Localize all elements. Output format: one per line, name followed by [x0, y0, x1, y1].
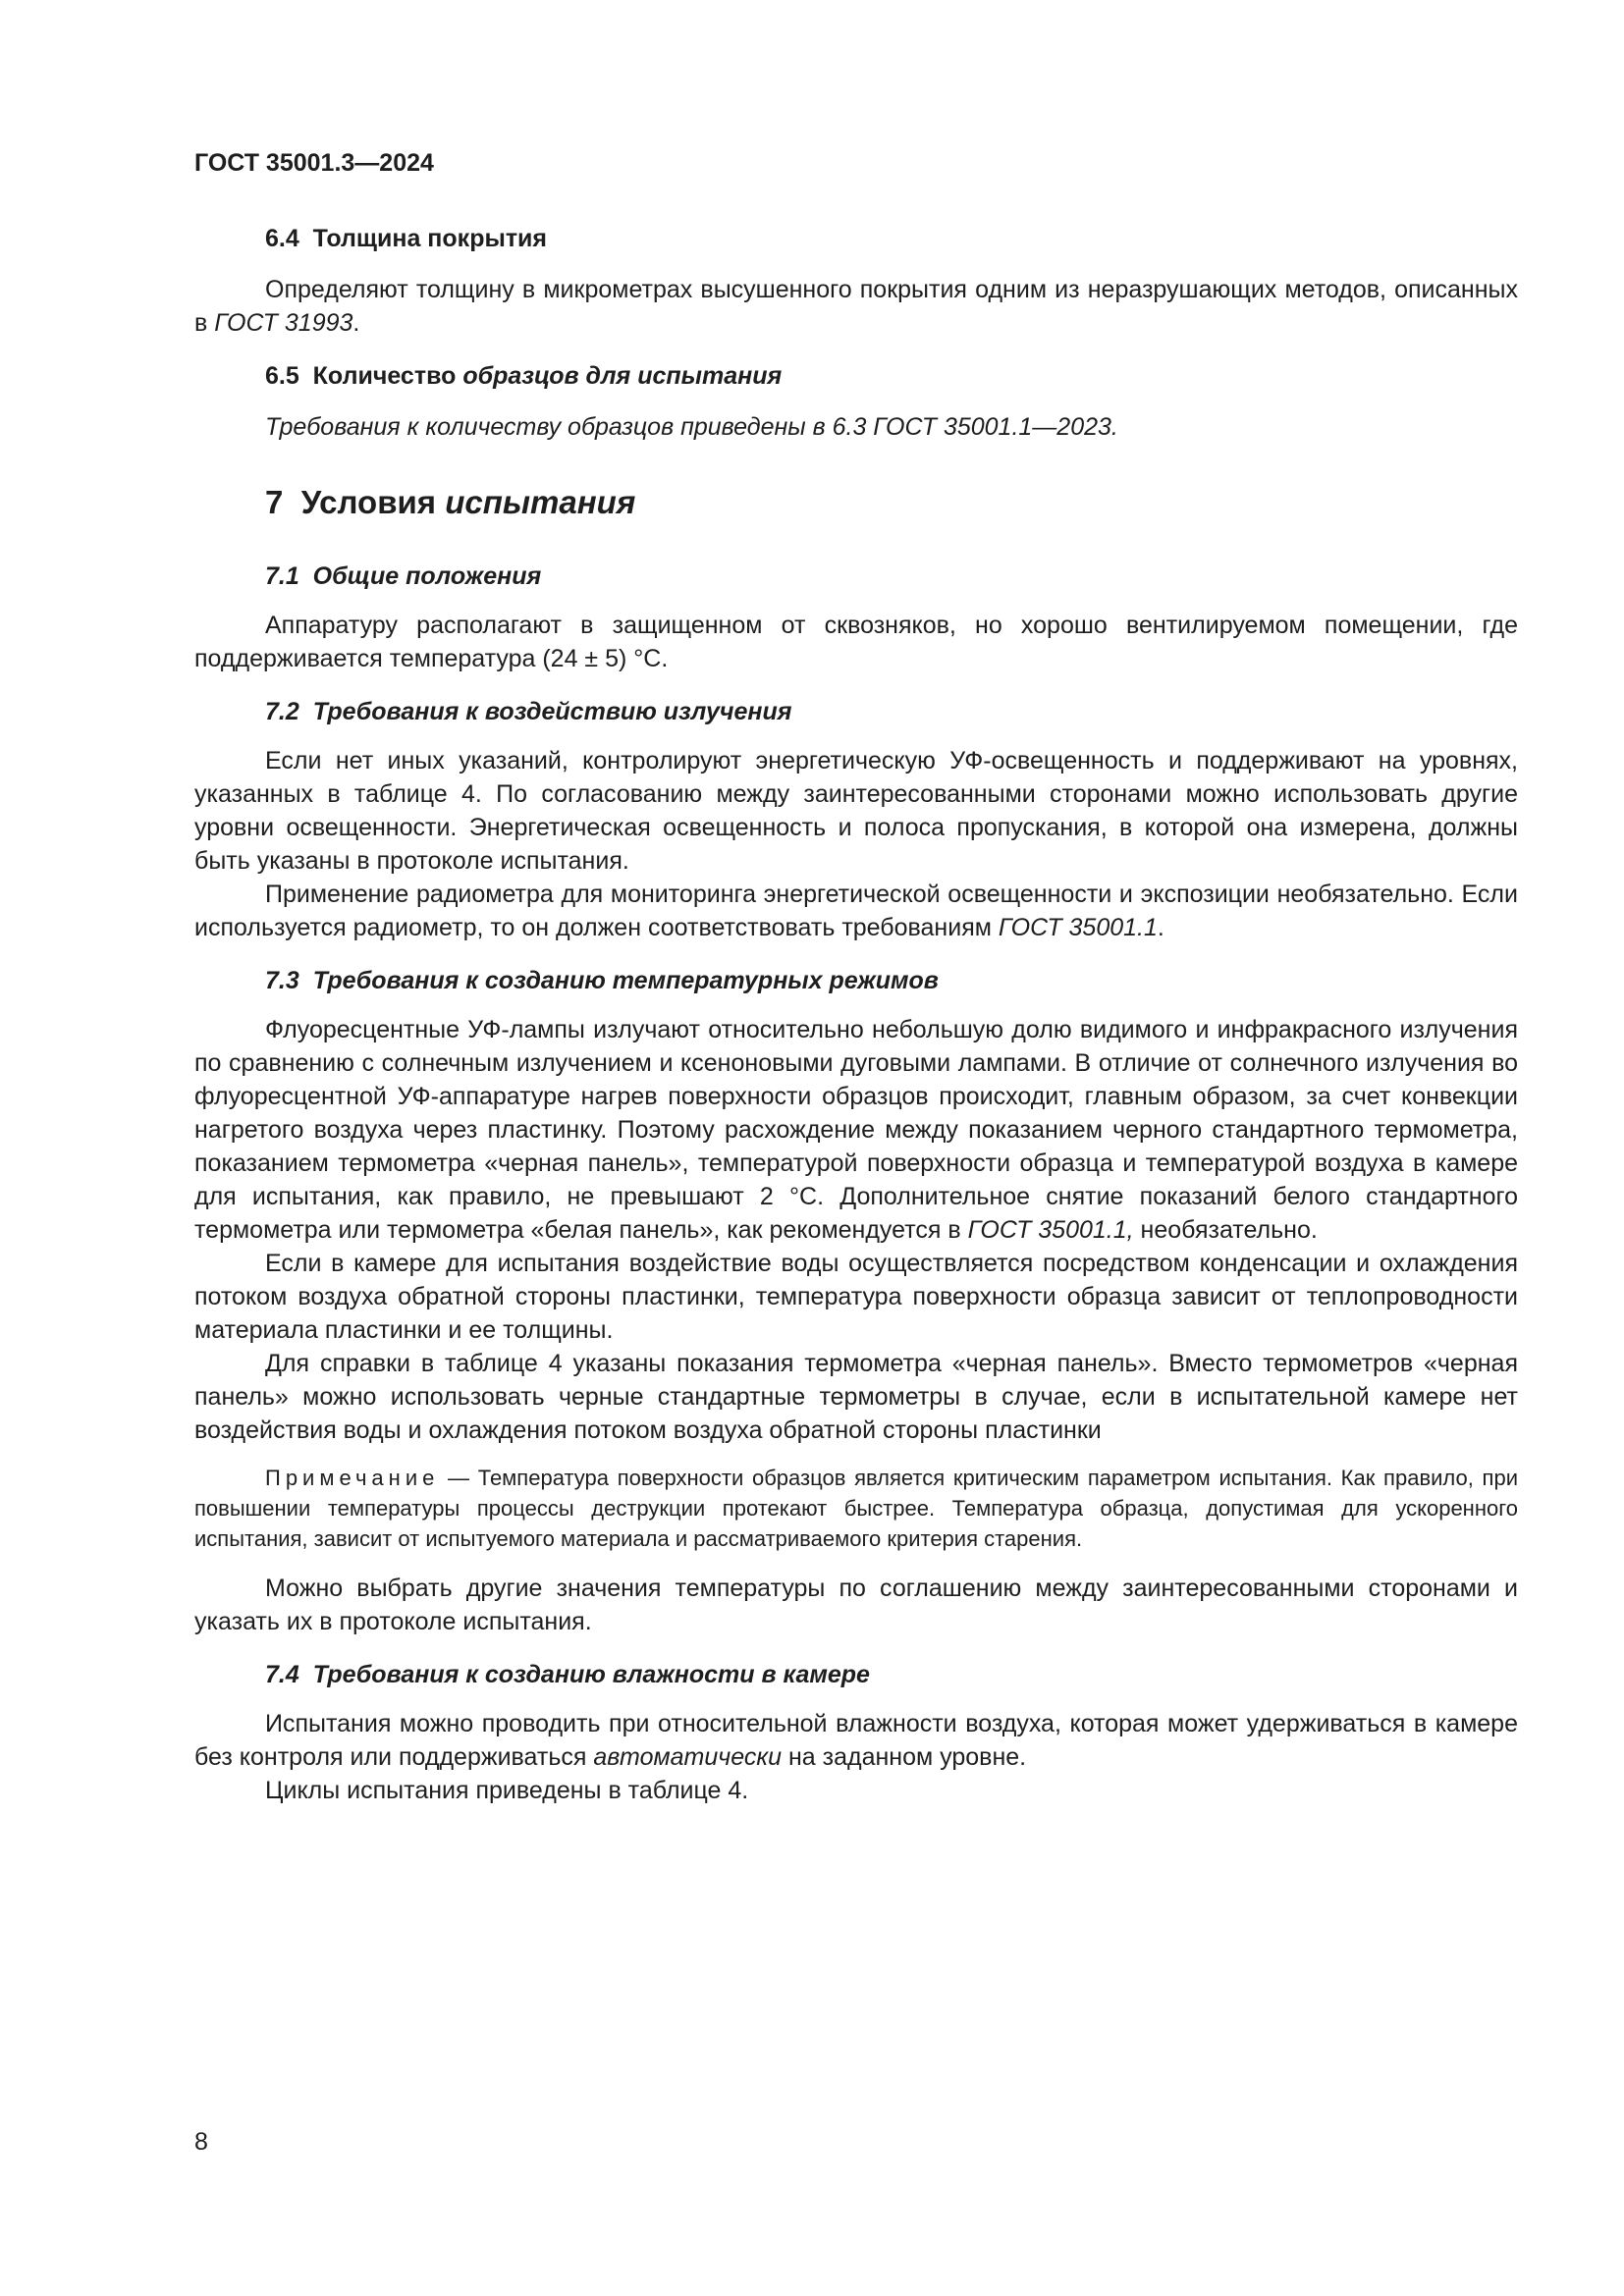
- paragraph-7-3-2: Если в камере для испытания воздействие воды осуществляется посредством конденсации и охлаждения потоком воздуха обратной стороны пластинки, температура поверхности образца зависит от теплопроводности материала пластинки и ее толщины.: [194, 1250, 1518, 1344]
- paragraph-7-3-4: Можно выбрать другие значения температуры по соглашению между заинтересованными сторонами и указать их в протоколе испытания.: [194, 1575, 1518, 1635]
- paragraph-7-3-3: Для справки в таблице 4 указаны показания термометра «черная панель». Вместо термометров «черная панель» можно использовать черные стандартные термометры в случае, если в испытательной камере нет воздействия воды и охлаждения потоком воздуха обратной стороны пластинки: [194, 1350, 1518, 1444]
- paragraph-7-1: Аппаратуру располагают в защищенном от сквозняков, но хорошо вентилируемом помещении, где поддерживается температура (24 ± 5) °C.: [194, 612, 1518, 672]
- heading-section-7: [265, 483, 1518, 522]
- paragraph-6-4: [194, 273, 1518, 340]
- section-title-plain: Условия: [300, 484, 437, 520]
- standard-reference: ГОСТ 35001.1,: [967, 1216, 1134, 1244]
- heading-number: 7.3: [265, 967, 299, 994]
- paragraph-7-4-2: Циклы испытания приведены в таблице 4.: [265, 1777, 749, 1804]
- heading-7-2: [265, 695, 1518, 728]
- heading-number: 7.4: [265, 1661, 299, 1688]
- heading-title-plain: Количество: [312, 362, 457, 390]
- note-text: — Температура поверхности образцов является критическим параметром испытания. Как правило, при повышении температуры процессы деструкции протекают быстрее. Температура образца, допустимая для ускоренного испытания, зависит от испытуемого материала и рассматриваемого критерия старения.: [194, 1466, 1518, 1551]
- document-body: [194, 222, 1518, 1807]
- paragraph-7-4-1: [194, 1707, 1518, 1774]
- italic-term: автоматически: [593, 1743, 783, 1771]
- heading-title: Толщина покрытия: [312, 225, 548, 252]
- paragraph-text: Испытания можно проводить при относительной влажности воздуха, которая может удерживаться в камере без контроля или поддерживаться: [194, 1710, 1518, 1771]
- paragraph-end: на заданном уровне.: [782, 1743, 1027, 1771]
- heading-title: Требования к воздействию излучения: [312, 698, 792, 725]
- section-number: 7: [265, 484, 284, 520]
- heading-number: 7.1: [265, 562, 299, 590]
- heading-7-4: [265, 1658, 1518, 1691]
- section-title-italic: испытания: [445, 484, 636, 520]
- paragraph-text: Определяют толщину в микрометрах высушенного покрытия одним из неразрушающих методов, описанных в: [194, 276, 1518, 337]
- document-code-header: ГОСТ 35001.3—2024: [194, 149, 434, 177]
- page-number: 8: [194, 2128, 208, 2156]
- heading-number: 6.5: [265, 362, 299, 390]
- standard-reference: ГОСТ 35001.1: [998, 914, 1158, 941]
- paragraph-end: .: [352, 309, 360, 337]
- heading-7-1: [265, 560, 1518, 593]
- standard-reference: ГОСТ 31993: [214, 309, 353, 337]
- note-label: Примечание: [265, 1466, 440, 1490]
- paragraph-end: необязательно.: [1133, 1216, 1318, 1244]
- heading-6-4: [265, 222, 1518, 255]
- paragraph-text: Флуоресцентные УФ-лампы излучают относительно небольшую долю видимого и инфракрасного излучения по сравнению с солнечным излучением и ксеноновыми дуговыми лампами. В отличие от солнечного излучения во флуоресцентной УФ-аппаратуре нагрев поверхности образцов происходит, главным образом, за счет конвекции нагретого воздуха через пластинку. Поэтому расхождение между показанием черного стандартного термометра, показанием термометра «черная панель», температурой поверхности образца и температурой воздуха в камере для испытания, как правило, не превышают 2 °C. Дополнительное снятие показаний белого стандартного термометра или термометра «белая панель», как рекомендуется в: [194, 1016, 1518, 1244]
- heading-7-3: [265, 964, 1518, 997]
- heading-title: Требования к созданию влажности в камере: [312, 1661, 870, 1688]
- paragraph-text: Применение радиометра для мониторинга энергетической освещенности и экспозиции необязательно. Если используется радиометр, то он должен соответствовать требованиям: [194, 881, 1518, 941]
- paragraph-end: .: [1157, 914, 1164, 941]
- paragraph-6-5: Требования к количеству образцов приведены в 6.3 ГОСТ 35001.1—2023.: [265, 413, 1118, 441]
- paragraph-7-3-1: [194, 1013, 1518, 1247]
- paragraph-7-2-1: Если нет иных указаний, контролируют энергетическую УФ-освещенность и поддерживают на уровнях, указанных в таблице 4. По согласованию между заинтересованными сторонами можно использовать другие уровни освещенности. Энергетическая освещенность и полоса пропускания, в которой она измерена, должны быть указаны в протоколе испытания.: [194, 747, 1518, 875]
- paragraph-7-2-2: [194, 878, 1518, 944]
- heading-6-5: [265, 359, 1518, 393]
- heading-number: 6.4: [265, 225, 299, 252]
- note-7-3: [194, 1463, 1518, 1554]
- heading-number: 7.2: [265, 698, 299, 725]
- heading-title-italic: образцов для испытания: [462, 362, 783, 390]
- heading-title: Требования к созданию температурных режимов: [312, 967, 939, 994]
- heading-title: Общие положения: [312, 562, 542, 590]
